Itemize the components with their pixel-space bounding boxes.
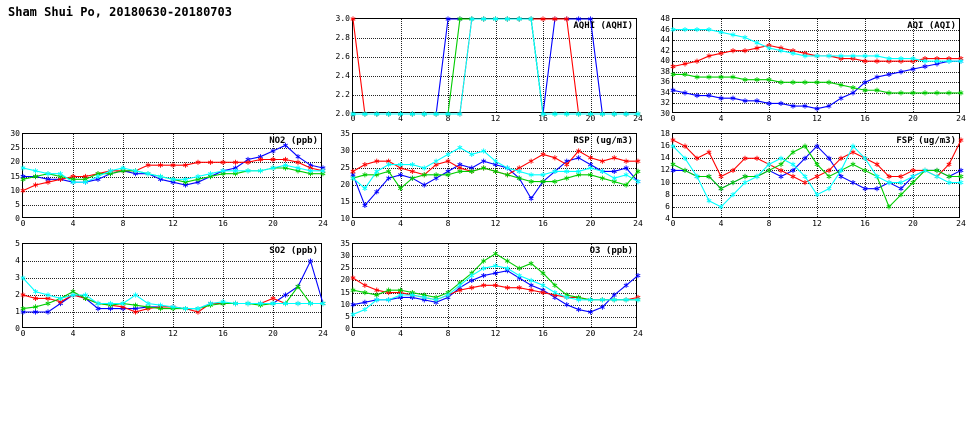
y-tick-label: 25: [340, 163, 350, 172]
y-tick-label: 25: [340, 263, 350, 273]
x-tick-label: 16: [860, 219, 870, 228]
x-tick-label: 0: [670, 114, 676, 123]
x-tick-label: 4: [398, 219, 403, 228]
y-tick-label: 1: [15, 307, 20, 316]
y-tick-label: 36: [660, 77, 670, 87]
x-tick-label: 16: [860, 114, 870, 123]
x-tick-label: 16: [538, 329, 548, 338]
series-markers: [351, 251, 641, 302]
y-tick-label: 2.0: [335, 109, 350, 118]
y-tick-label: 34: [660, 87, 670, 97]
x-tick-label: 20: [908, 219, 918, 228]
y-tick-label: 2.4: [335, 71, 350, 80]
y-tick-label: 14: [660, 153, 670, 163]
panel-title-no2: NO2 (ppb): [269, 136, 318, 146]
x-tick-label: 0: [20, 329, 26, 338]
y-tick-label: 30: [340, 146, 350, 155]
y-tick-label: 30: [10, 129, 20, 138]
y-tick-label: 20: [340, 275, 350, 285]
x-tick-label: 16: [538, 219, 548, 228]
x-tick-label: 8: [120, 329, 126, 338]
x-tick-label: 24: [633, 219, 643, 228]
plot-aqi: [660, 14, 966, 123]
plot-fsp: [660, 129, 966, 228]
y-tick-label: 20: [10, 157, 20, 167]
y-tick-label: 35: [340, 129, 350, 138]
x-tick-label: 12: [490, 329, 501, 338]
plot-rsp: [340, 129, 643, 228]
y-tick-label: 5: [345, 311, 350, 321]
x-tick-label: 12: [490, 219, 501, 228]
series-layer-rsp: [353, 134, 638, 219]
x-tick-label: 4: [70, 329, 76, 338]
x-tick-label: 12: [168, 329, 178, 338]
series-layer-o3: [353, 244, 638, 329]
y-tick-label: 5: [15, 239, 20, 248]
y-tick-label: 4: [15, 256, 20, 265]
panel-aqhi: [335, 14, 643, 123]
x-tick-label: 0: [20, 219, 26, 228]
y-tick-label: 8: [665, 189, 670, 199]
y-tick-label: 6: [665, 201, 670, 211]
y-tick-label: 15: [340, 287, 350, 297]
panel-rsp: [340, 129, 643, 228]
y-tick-label: 0: [345, 324, 350, 333]
x-tick-label: 8: [445, 219, 451, 228]
y-tick-label: 3.0: [335, 14, 350, 23]
y-tick-label: 16: [660, 141, 670, 151]
series-markers: [671, 72, 964, 96]
series-line: [23, 278, 323, 309]
series-layer-aqi: [673, 19, 961, 114]
y-tick-label: 32: [660, 98, 670, 108]
plot-o3: [340, 239, 643, 338]
y-tick-label: 10: [660, 177, 670, 187]
series-line: [353, 19, 638, 114]
x-tick-label: 20: [585, 114, 596, 123]
x-tick-label: 4: [718, 114, 724, 123]
page-title: Sham Shui Po, 20180630-20180703: [8, 5, 232, 19]
x-tick-label: 4: [398, 329, 403, 338]
y-tick-label: 10: [340, 299, 350, 309]
series-line: [353, 271, 638, 312]
panel-fsp: [660, 129, 966, 228]
panel-title-rsp: RSP (ug/m3): [573, 136, 633, 146]
series-line: [353, 19, 638, 114]
y-tick-label: 38: [660, 66, 670, 76]
series-markers: [671, 27, 964, 64]
panel-no2: [10, 129, 328, 228]
x-tick-label: 8: [766, 114, 772, 123]
x-tick-label: 16: [218, 329, 228, 338]
series-layer-no2: [23, 134, 323, 219]
x-tick-label: 8: [766, 219, 772, 228]
x-tick-label: 24: [633, 329, 643, 338]
x-tick-label: 24: [956, 219, 966, 228]
y-tick-label: 3: [15, 273, 20, 282]
y-tick-label: 10: [340, 214, 350, 223]
series-layer-fsp: [673, 134, 961, 219]
x-tick-label: 24: [318, 329, 328, 338]
y-tick-label: 30: [660, 109, 670, 118]
y-tick-label: 2: [15, 290, 20, 299]
x-tick-label: 24: [956, 114, 966, 123]
panel-title-fsp: FSP (ug/m3): [896, 136, 956, 146]
y-tick-label: 48: [660, 14, 670, 23]
series-markers: [351, 268, 641, 314]
y-tick-label: 25: [10, 143, 20, 153]
series-layer-so2: [23, 244, 323, 329]
y-tick-label: 2.8: [335, 33, 350, 42]
x-tick-label: 8: [120, 219, 126, 228]
y-tick-label: 46: [660, 24, 670, 34]
x-tick-label: 20: [585, 219, 596, 228]
x-tick-label: 12: [812, 219, 822, 228]
y-tick-label: 0: [15, 214, 20, 223]
plot-aqhi: [335, 14, 643, 123]
x-tick-label: 4: [70, 219, 76, 228]
x-tick-label: 24: [318, 219, 328, 228]
series-markers: [671, 144, 964, 192]
y-tick-label: 18: [660, 129, 670, 138]
plot-so2: [15, 239, 328, 338]
y-tick-label: 0: [15, 324, 20, 333]
series-line: [673, 61, 961, 109]
y-tick-label: 2.2: [335, 90, 350, 99]
panel-title-o3: O3 (ppb): [589, 246, 633, 256]
x-tick-label: 20: [268, 329, 278, 338]
x-tick-label: 0: [350, 114, 356, 123]
y-tick-label: 2.6: [335, 52, 350, 61]
series-layer-aqhi: [353, 19, 638, 114]
y-tick-label: 12: [660, 165, 670, 175]
panel-so2: [15, 239, 328, 338]
x-tick-label: 20: [268, 219, 278, 228]
panel-aqi: [660, 14, 966, 123]
x-tick-label: 24: [633, 114, 643, 123]
x-tick-label: 20: [585, 329, 596, 338]
y-tick-label: 44: [660, 35, 670, 45]
y-tick-label: 10: [10, 185, 20, 195]
y-tick-label: 40: [660, 56, 670, 66]
series-markers: [21, 157, 326, 193]
series-markers: [671, 59, 964, 112]
series-line: [353, 19, 638, 114]
series-markers: [21, 275, 326, 311]
x-tick-label: 12: [168, 219, 178, 228]
x-tick-label: 4: [398, 114, 403, 123]
x-tick-label: 0: [670, 219, 676, 228]
plot-no2: [10, 129, 328, 228]
x-tick-label: 0: [350, 219, 356, 228]
y-tick-label: 35: [340, 239, 350, 248]
y-tick-label: 30: [340, 251, 350, 261]
y-tick-label: 15: [10, 171, 20, 181]
y-tick-label: 5: [15, 199, 20, 209]
x-tick-label: 4: [718, 219, 724, 228]
y-tick-label: 42: [660, 45, 670, 55]
series-line: [353, 19, 638, 114]
panel-o3: [340, 239, 643, 338]
y-tick-label: 15: [340, 197, 350, 206]
x-tick-label: 20: [908, 114, 918, 123]
x-tick-label: 16: [538, 114, 548, 123]
x-tick-label: 8: [445, 114, 451, 123]
panel-title-aqi: AQI (AQI): [907, 21, 956, 31]
x-tick-label: 12: [490, 114, 501, 123]
y-tick-label: 4: [665, 214, 670, 223]
y-tick-label: 20: [340, 180, 350, 189]
x-tick-label: 0: [350, 329, 356, 338]
panel-title-aqhi: AQHI (AQHI): [573, 21, 633, 31]
x-tick-label: 12: [812, 114, 822, 123]
panel-title-so2: SO2 (ppb): [269, 246, 318, 256]
x-tick-label: 8: [445, 329, 451, 338]
x-tick-label: 16: [218, 219, 228, 228]
